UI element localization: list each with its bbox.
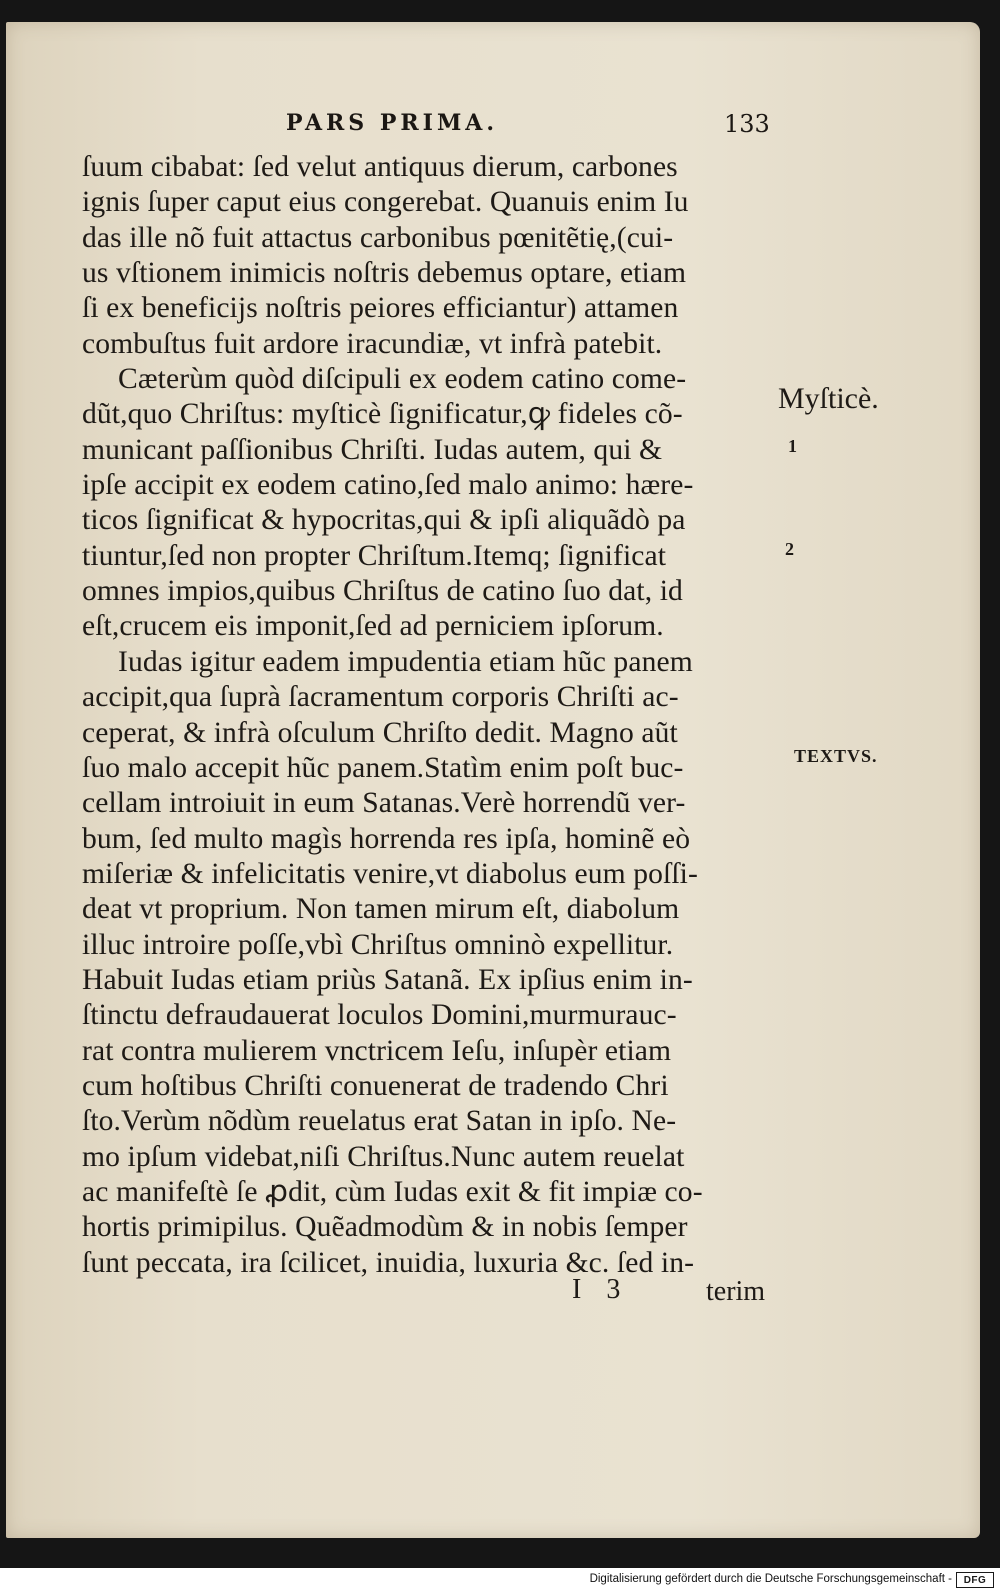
margin-note-mystice: Myſticè. xyxy=(778,382,879,415)
text-line: tiuntur,ſed non propter Chriſtum.Itemq; ſignificat xyxy=(82,539,667,572)
text-line: combuſtus fuit ardore iracundiæ, vt infrà patebit. xyxy=(82,327,663,360)
text-line: ſuo malo accepit hũc panem.Statìm enim poſt buc- xyxy=(82,751,684,784)
text-line: ignis ſuper caput eius congerebat. Quanuis enim Iu xyxy=(82,186,689,219)
text-line: ipſe accipit ex eodem catino,ſed malo animo: hære- xyxy=(82,469,694,502)
text-line: eſt,crucem eis imponit,ſed ad perniciem ipſorum. xyxy=(82,610,664,643)
margin-note-number-2: 2 xyxy=(785,539,794,559)
body-text xyxy=(82,150,772,1281)
text-line: ſtinctu defraudauerat loculos Domini,murmurauc- xyxy=(82,999,677,1032)
text-line: illuc introire poſſe,vbì Chriſtus omninò expellitur. xyxy=(82,928,674,961)
signature-mark: I 3 xyxy=(572,1274,621,1305)
text-line: mo ipſum videbat,niſi Chriſtus.Nunc autem reuelat xyxy=(82,1140,685,1173)
text-line: miſeriæ & infelicitatis venire,vt diabolus eum poſſi- xyxy=(82,857,698,890)
text-line: us vſtionem inimicis noſtris debemus optare, etiam xyxy=(82,257,687,290)
text-line: Cæterùm quòd diſcipuli ex eodem catino come- xyxy=(118,363,687,396)
book-page xyxy=(6,22,980,1538)
text-line: omnes impios,quibus Chriſtus de catino ſuo dat, id xyxy=(82,575,683,608)
margin-note-textus: TEXTVS. xyxy=(794,746,878,766)
text-line: cum hoſtibus Chriſti conuenerat de tradendo Chri xyxy=(82,1069,669,1102)
running-head xyxy=(6,110,980,140)
text-line: cellam introiuit in eum Satanas.Verè horrendũ ver- xyxy=(82,787,686,820)
catchword: terim xyxy=(706,1276,766,1307)
text-line: ticos ſignificat & hypocritas,qui & ipſi aliquãdò pa xyxy=(82,504,686,537)
text-line: ac manifeſtè ſe ꝓdit, cùm Iudas exit & fit impiæ co- xyxy=(82,1175,703,1208)
text-line: Iudas igitur eadem impudentia etiam hũc panem xyxy=(118,645,693,678)
text-line: dũt,quo Chriſtus: myſticè ſignificatur,ꝙ fideles cõ- xyxy=(82,398,683,431)
margin-note-number-1: 1 xyxy=(788,436,797,456)
text-line: das ille nõ fuit attactus carbonibus pœnitẽtię,(cui- xyxy=(82,221,674,254)
text-line: Habuit Iudas etiam priùs Satanã. Ex ipſius enim in- xyxy=(82,963,693,996)
text-line: ſunt peccata, ira ſcilicet, inuidia, luxuria &c. ſed in- xyxy=(82,1246,695,1279)
text-line: rat contra mulierem vnctricem Ieſu, inſupèr etiam xyxy=(82,1034,672,1067)
text-line: ſi ex beneficijs noſtris peiores efficiantur) attamen xyxy=(82,292,679,325)
digitization-credit: Digitalisierung gefördert durch die Deutsche Forschungsgemeinschaft - xyxy=(589,1573,952,1585)
text-line: hortis primipilus. Quẽadmodùm & in nobis ſemper xyxy=(82,1211,688,1244)
text-line: bum, ſed multo magìs horrenda res ipſa, hominẽ eò xyxy=(82,822,691,855)
dfg-logo-icon: DFG xyxy=(956,1572,994,1588)
text-line: ſto.Verùm nõdùm reuelatus erat Satan in ipſo. Ne- xyxy=(82,1105,677,1138)
text-line: ſuum cibabat: ſed velut antiquus dierum, carbones xyxy=(82,151,678,183)
text-line: deat vt proprium. Non tamen mirum eſt, diabolum xyxy=(82,893,680,926)
text-line: ceperat, & infrà oſculum Chriſto dedit. Magno aũt xyxy=(82,716,678,749)
text-line: municant paſſionibus Chriſti. Iudas autem, qui & xyxy=(82,433,663,466)
page-number: 133 xyxy=(724,110,770,138)
running-head-title: PARS PRIMA. xyxy=(286,110,499,136)
text-line: accipit,qua ſuprà ſacramentum corporis Chriſti ac- xyxy=(82,681,679,714)
